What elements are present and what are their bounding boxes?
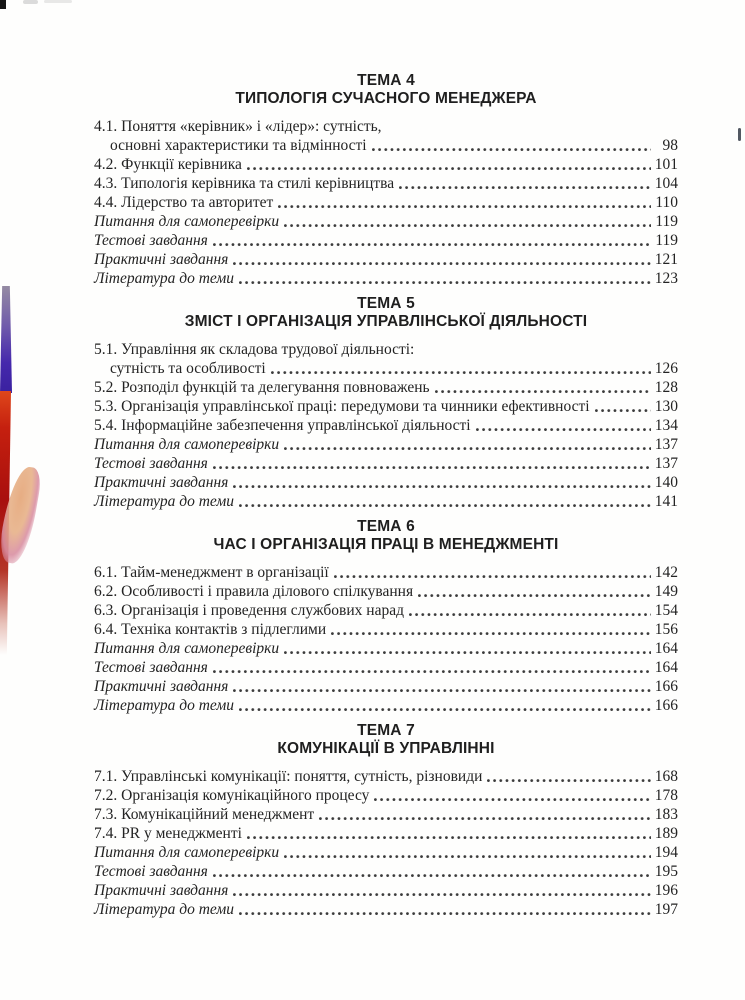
section-number: ТЕМА 4: [357, 72, 415, 89]
toc-entry-page: 156: [654, 621, 678, 638]
dot-leader: [418, 593, 651, 598]
toc-entry-label: 5.4. Інформаційне забезпечення управлінської діяльності: [94, 417, 471, 434]
toc-entry: [94, 620, 678, 639]
section-number: ТЕМА 5: [357, 295, 415, 312]
toc-entry-page: 166: [654, 697, 678, 714]
toc-section: [94, 518, 678, 715]
dot-leader: [284, 854, 651, 859]
toc-entry-label: Питання для самоперевірки: [94, 213, 280, 230]
dot-leader: [319, 816, 651, 821]
dot-leader: [372, 147, 651, 152]
toc-entry-label: Питання для самоперевірки: [94, 640, 280, 657]
toc-entry-label: 4.1. Поняття «керівник» і «лідер»: сутність,: [94, 118, 382, 135]
toc-entry: [94, 454, 678, 473]
toc-entry: [94, 340, 678, 359]
dot-leader: [233, 892, 651, 897]
toc-entry: [94, 397, 678, 416]
dot-leader: [278, 204, 651, 209]
toc-entry: [94, 492, 678, 511]
toc-entry-page: 130: [654, 398, 678, 415]
toc-entry-label: 6.4. Техніка контактів з підлеглими: [94, 621, 327, 638]
dot-leader: [284, 446, 651, 451]
dot-leader: [239, 911, 651, 916]
dot-leader: [239, 707, 651, 712]
dot-leader: [247, 166, 651, 171]
toc-entry: [94, 435, 678, 454]
toc-entry-list: [94, 340, 678, 511]
dot-leader: [213, 669, 651, 674]
toc-entry-page: 121: [654, 251, 678, 268]
toc-entry: [94, 117, 678, 136]
toc-entry-label: 5.2. Розподіл функцій та делегування повноважень: [94, 379, 430, 396]
scan-right-edge-speck: [738, 128, 741, 141]
toc-entry-label: 4.3. Типологія керівника та стилі керівництва: [94, 175, 395, 192]
toc-entry: [94, 269, 678, 288]
toc-entry-label: 6.1. Тайм-менеджмент в організації: [94, 564, 329, 581]
section-number: ТЕМА 7: [357, 722, 415, 739]
scan-top-smudge: [23, 0, 38, 4]
toc-entry-page: 149: [654, 583, 678, 600]
toc-entry-page: 142: [654, 564, 678, 581]
toc-entry: [94, 900, 678, 919]
toc-entry: [94, 563, 678, 582]
toc-entry-label: 6.2. Особливості і правила ділового спілкування: [94, 583, 414, 600]
toc-entry-label: 7.4. PR у менеджменті: [94, 825, 242, 842]
toc-entry-label: Література до теми: [94, 901, 235, 918]
scan-finger-blob: [0, 464, 43, 566]
toc-entry-label: основні характеристики та відмінності: [110, 137, 367, 154]
toc-entry-page: 189: [654, 825, 678, 842]
toc-entry-label: Література до теми: [94, 493, 235, 510]
dot-leader: [213, 242, 651, 247]
dot-leader: [213, 465, 651, 470]
dot-leader: [239, 503, 651, 508]
toc-entry-page: 126: [654, 360, 678, 377]
toc-entry-label: Тестові завдання: [94, 659, 208, 676]
toc-entry-label: Практичні завдання: [94, 251, 229, 268]
toc-entry-label: Питання для самоперевірки: [94, 844, 280, 861]
section-title: ЗМІСТ І ОРГАНІЗАЦІЯ УПРАВЛІНСЬКОЇ ДІЯЛЬНОСТІ: [184, 313, 588, 330]
dot-leader: [239, 280, 651, 285]
toc-entry-label: Література до теми: [94, 697, 235, 714]
toc-entry-label: 5.3. Організація управлінської праці: передумови та чинники ефективності: [94, 398, 590, 415]
toc-entry: [94, 473, 678, 492]
dot-leader: [595, 408, 651, 413]
toc-entry-page: 98: [662, 137, 678, 154]
toc-entry: [94, 193, 678, 212]
toc-entry: [94, 378, 678, 397]
toc-entry: [94, 862, 678, 881]
dot-leader: [331, 631, 651, 636]
toc-entry-label: Тестові завдання: [94, 455, 208, 472]
toc-entry-label: Питання для самоперевірки: [94, 436, 280, 453]
toc-sections: [94, 72, 678, 919]
toc-entry-label: Практичні завдання: [94, 474, 229, 491]
scan-top-smudge: [44, 0, 72, 3]
section-title: КОМУНІКАЦІЇ В УПРАВЛІННІ: [277, 740, 495, 757]
toc-entry-list: [94, 767, 678, 919]
toc-entry-list: [94, 563, 678, 715]
toc-entry-page: 183: [654, 806, 678, 823]
toc-entry: [94, 824, 678, 843]
section-title: ЧАС І ОРГАНІЗАЦІЯ ПРАЦІ В МЕНЕДЖМЕНТІ: [213, 536, 559, 553]
section-number: ТЕМА 6: [357, 518, 415, 535]
toc-entry-label: Тестові завдання: [94, 232, 208, 249]
dot-leader: [374, 797, 651, 802]
toc-entry: [94, 250, 678, 269]
toc-entry: [94, 767, 678, 786]
toc-entry-label: сутність та особливості: [110, 360, 266, 377]
toc-section: [94, 72, 678, 288]
toc-entry-page: 197: [654, 901, 678, 918]
toc-entry-page: 123: [654, 270, 678, 287]
dot-leader: [409, 612, 651, 617]
scan-bottom-right-pink-sliver: [698, 990, 745, 1000]
dot-leader: [284, 223, 651, 228]
dot-leader: [435, 389, 651, 394]
toc-entry-page: 101: [654, 156, 678, 173]
toc-entry: [94, 786, 678, 805]
toc-entry-page: 128: [654, 379, 678, 396]
toc-entry: [94, 582, 678, 601]
toc-entry-page: 137: [654, 436, 678, 453]
toc-entry-label: Література до теми: [94, 270, 235, 287]
toc-page: [94, 72, 678, 926]
toc-entry-page: 164: [654, 659, 678, 676]
scan-bottom-left-blue-strip: [0, 903, 17, 1000]
toc-entry-page: 140: [654, 474, 678, 491]
toc-entry-label: Тестові завдання: [94, 863, 208, 880]
toc-entry-label: 4.2. Функції керівника: [94, 156, 242, 173]
toc-entry-page: 141: [654, 493, 678, 510]
toc-entry: [94, 136, 678, 155]
toc-entry-page: 166: [654, 678, 678, 695]
toc-entry: [94, 231, 678, 250]
dot-leader: [334, 574, 651, 579]
toc-entry: [94, 639, 678, 658]
dot-leader: [233, 688, 651, 693]
dot-leader: [476, 427, 651, 432]
toc-entry: [94, 416, 678, 435]
dot-leader: [247, 835, 651, 840]
toc-entry-label: 7.1. Управлінські комунікації: поняття, сутність, різновиди: [94, 768, 483, 785]
toc-entry: [94, 677, 678, 696]
scan-left-strip-red: [0, 391, 11, 655]
toc-entry: [94, 212, 678, 231]
toc-entry-label: 5.1. Управління як складова трудової діяльності:: [94, 341, 415, 358]
toc-entry-list: [94, 117, 678, 288]
toc-entry: [94, 843, 678, 862]
toc-entry: [94, 805, 678, 824]
toc-entry-page: 119: [655, 232, 678, 249]
toc-entry-page: 119: [655, 213, 678, 230]
toc-entry-page: 134: [654, 417, 678, 434]
toc-entry-page: 178: [654, 787, 678, 804]
dot-leader: [399, 185, 651, 190]
toc-section: [94, 295, 678, 511]
toc-entry-page: 104: [654, 175, 678, 192]
dot-leader: [271, 370, 651, 375]
scan-left-strip-purple: [0, 286, 12, 393]
toc-entry-page: 194: [654, 844, 678, 861]
toc-entry-label: 7.2. Організація комунікаційного процесу: [94, 787, 370, 804]
toc-entry: [94, 696, 678, 715]
dot-leader: [284, 650, 651, 655]
toc-entry: [94, 155, 678, 174]
dot-leader: [213, 873, 651, 878]
dot-leader: [233, 484, 651, 489]
toc-entry-page: 195: [654, 863, 678, 880]
toc-entry-page: 154: [654, 602, 678, 619]
toc-entry-page: 137: [654, 455, 678, 472]
toc-entry-page: 196: [654, 882, 678, 899]
toc-entry-page: 168: [654, 768, 678, 785]
toc-entry: [94, 174, 678, 193]
toc-entry: [94, 658, 678, 677]
toc-entry: [94, 881, 678, 900]
scan-corner-mark-top-left: [0, 0, 6, 9]
toc-entry-label: Практичні завдання: [94, 882, 229, 899]
toc-entry-label: 7.3. Комунікаційний менеджмент: [94, 806, 315, 823]
toc-entry: [94, 601, 678, 620]
dot-leader: [487, 778, 651, 783]
toc-entry-page: 164: [654, 640, 678, 657]
toc-entry-label: 4.4. Лідерство та авторитет: [94, 194, 274, 211]
toc-entry-label: Практичні завдання: [94, 678, 229, 695]
dot-leader: [233, 261, 651, 266]
toc-entry-page: 110: [655, 194, 678, 211]
section-title: ТИПОЛОГІЯ СУЧАСНОГО МЕНЕДЖЕРА: [235, 90, 537, 107]
toc-section: [94, 722, 678, 919]
toc-entry-label: 6.3. Організація і проведення службових нарад: [94, 602, 404, 619]
toc-entry: [94, 359, 678, 378]
